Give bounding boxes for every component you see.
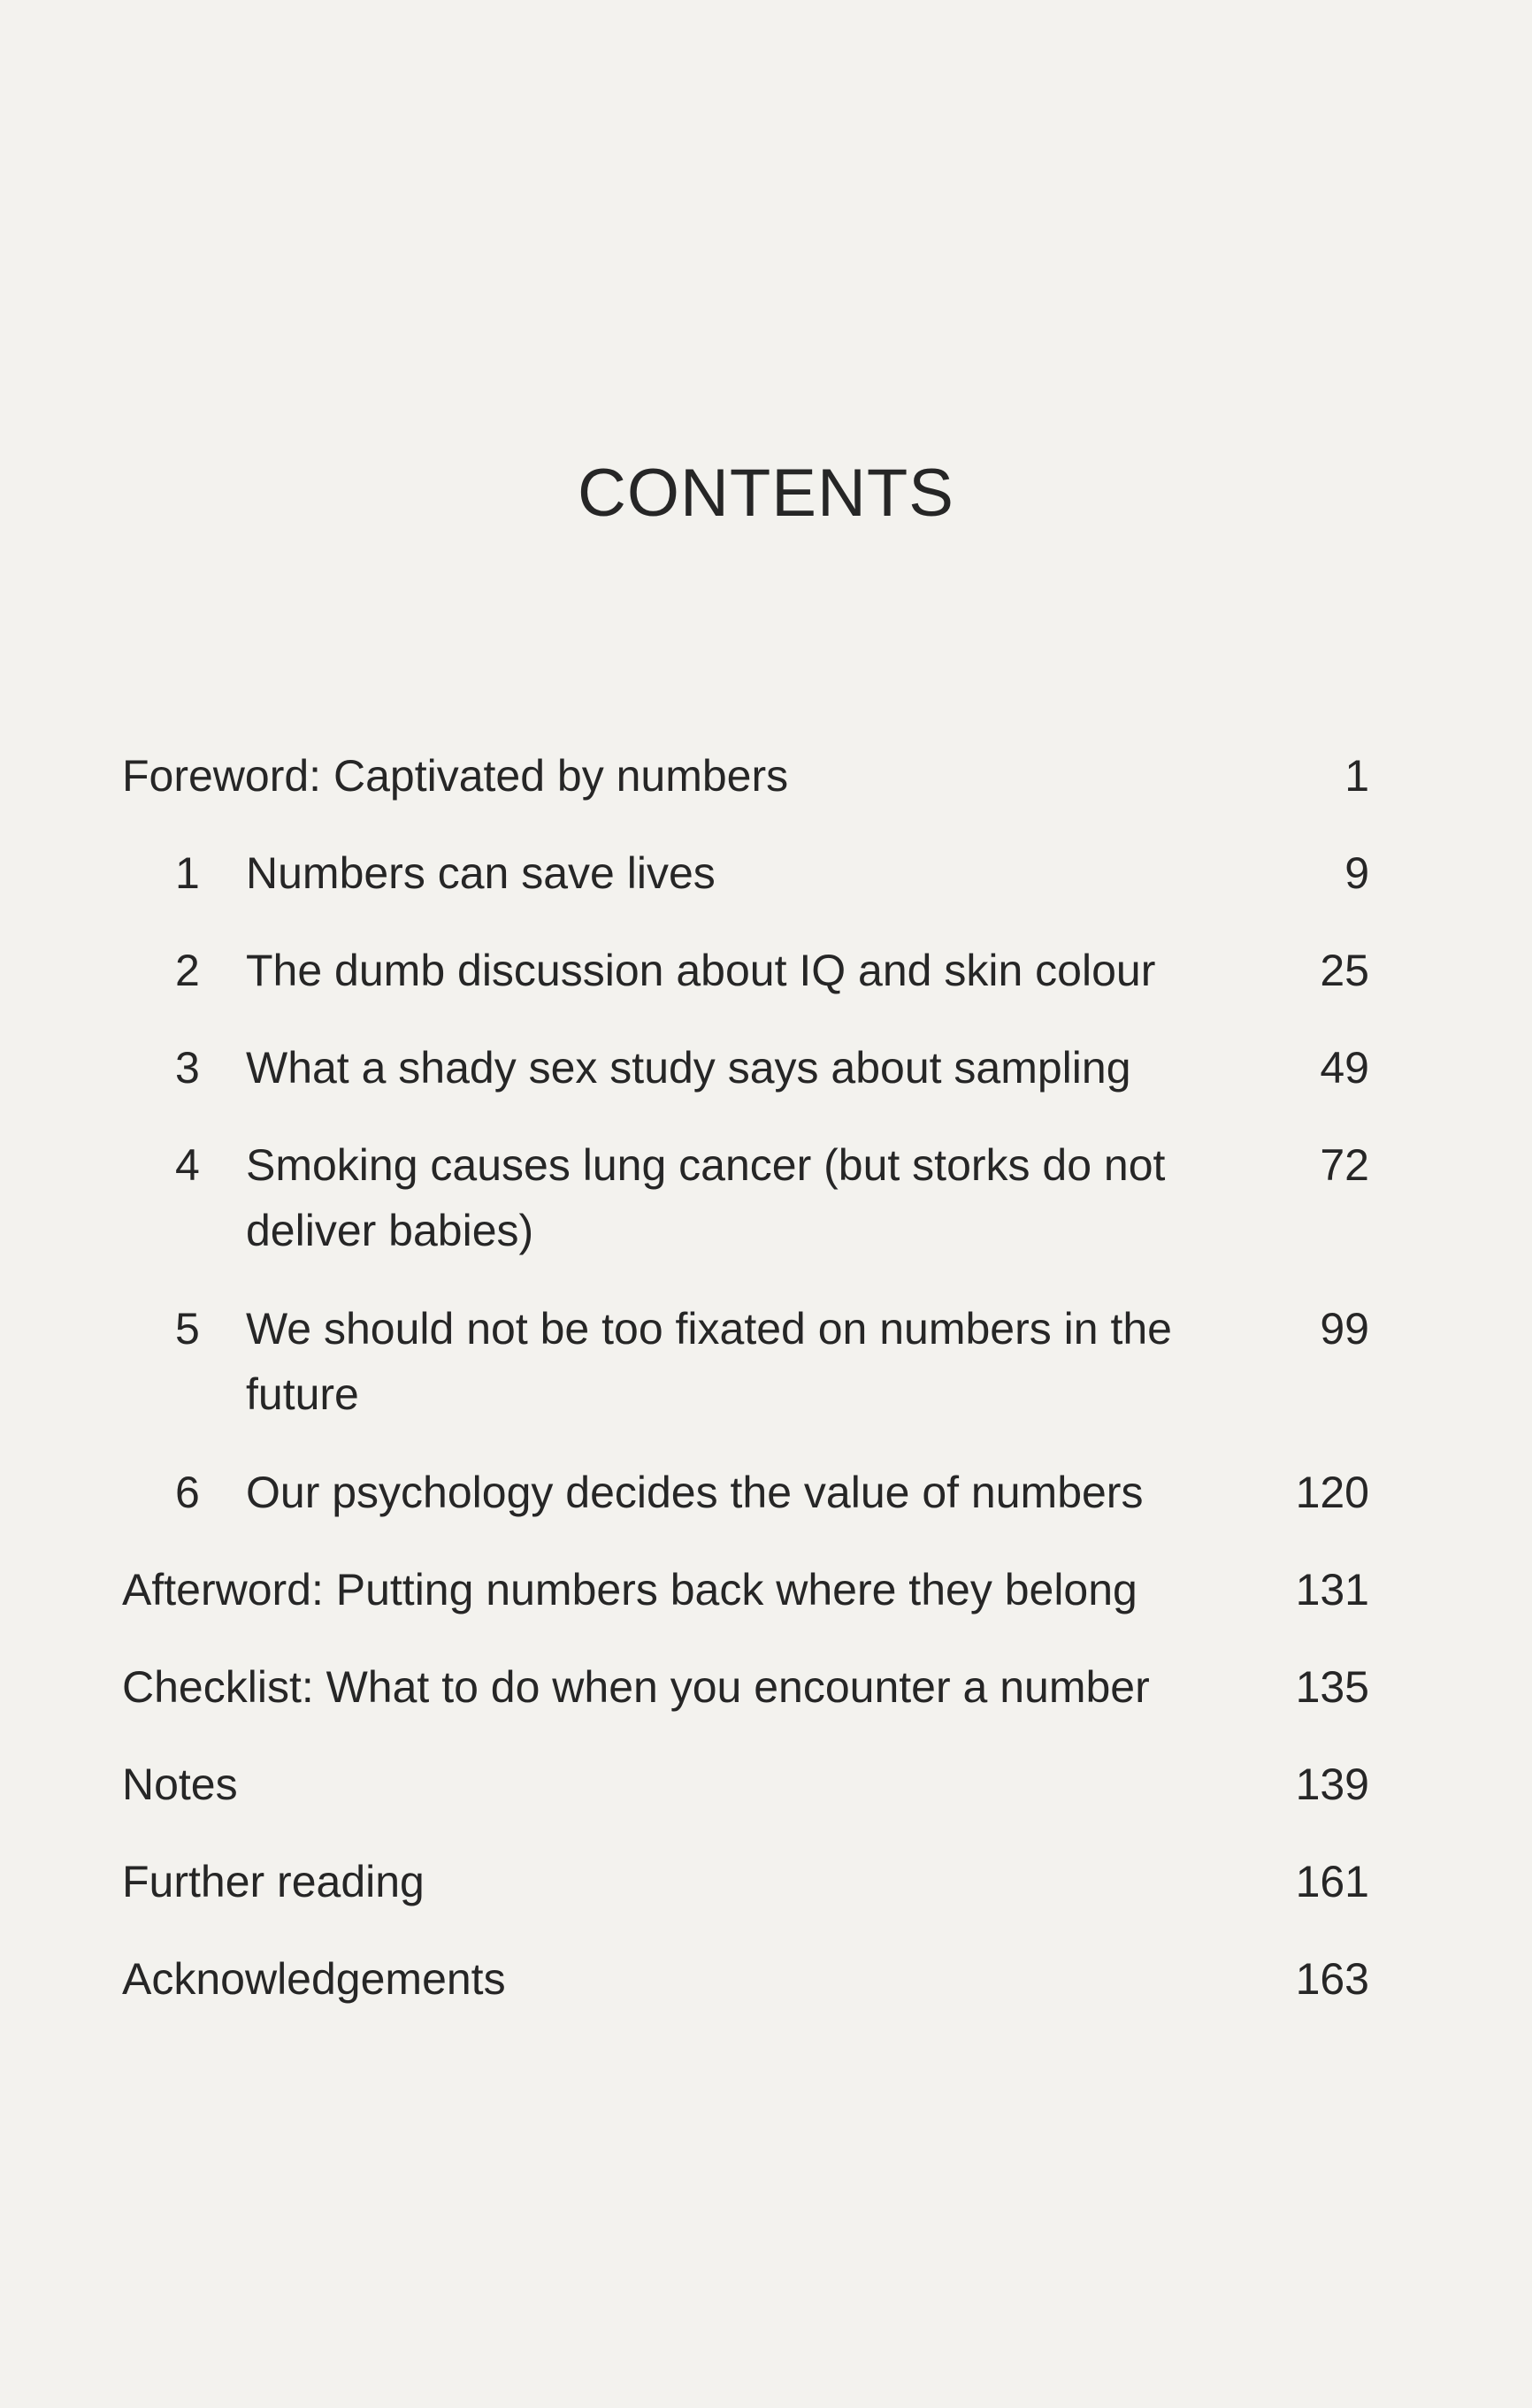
toc-entry-title: What a shady sex study says about sampling — [246, 1043, 1131, 1093]
toc-entry-page: 49 — [1320, 1043, 1369, 1093]
toc-entry-page: 163 — [1295, 1954, 1369, 2004]
toc-entry-title: We should not be too fixated on numbers in the future — [246, 1304, 1172, 1419]
toc-entry-page: 25 — [1320, 946, 1369, 995]
toc-entry-number: 4 — [175, 1140, 200, 1190]
toc-entry-page: 9 — [1344, 848, 1369, 898]
toc-entry-title: Numbers can save lives — [246, 848, 716, 898]
toc-entry-title: Further reading — [122, 1857, 425, 1906]
toc-entry-page: 135 — [1295, 1662, 1369, 1712]
toc-entry-page: 72 — [1320, 1140, 1369, 1190]
toc-entry-page: 99 — [1320, 1304, 1369, 1354]
toc-entry-page: 131 — [1295, 1565, 1369, 1614]
toc-entry-title: Smoking causes lung cancer (but storks do not deliver babies) — [246, 1140, 1166, 1255]
toc-entry-number: 3 — [175, 1043, 200, 1093]
toc-entry-title: Afterword: Putting numbers back where they belong — [122, 1565, 1138, 1614]
toc-entry-title: Acknowledgements — [122, 1954, 506, 2004]
page-title: CONTENTS — [578, 456, 954, 531]
toc-entry-page: 139 — [1295, 1760, 1369, 1809]
toc-entry-title: Notes — [122, 1760, 238, 1809]
toc-entry-number: 1 — [175, 848, 200, 898]
toc-entry-title: Checklist: What to do when you encounter a number — [122, 1662, 1150, 1712]
toc-entry-title: The dumb discussion about IQ and skin colour — [246, 946, 1156, 995]
toc-entry-page: 120 — [1295, 1468, 1369, 1517]
toc-entry-page: 161 — [1295, 1857, 1369, 1906]
toc-entry-title: Our psychology decides the value of numbers — [246, 1468, 1144, 1517]
toc-entry-number: 6 — [175, 1468, 200, 1517]
toc-entry-title: Foreword: Captivated by numbers — [122, 751, 789, 801]
toc-entry-number: 2 — [175, 946, 200, 995]
toc-entry-page: 1 — [1344, 751, 1369, 801]
toc-entry-number: 5 — [175, 1304, 200, 1354]
